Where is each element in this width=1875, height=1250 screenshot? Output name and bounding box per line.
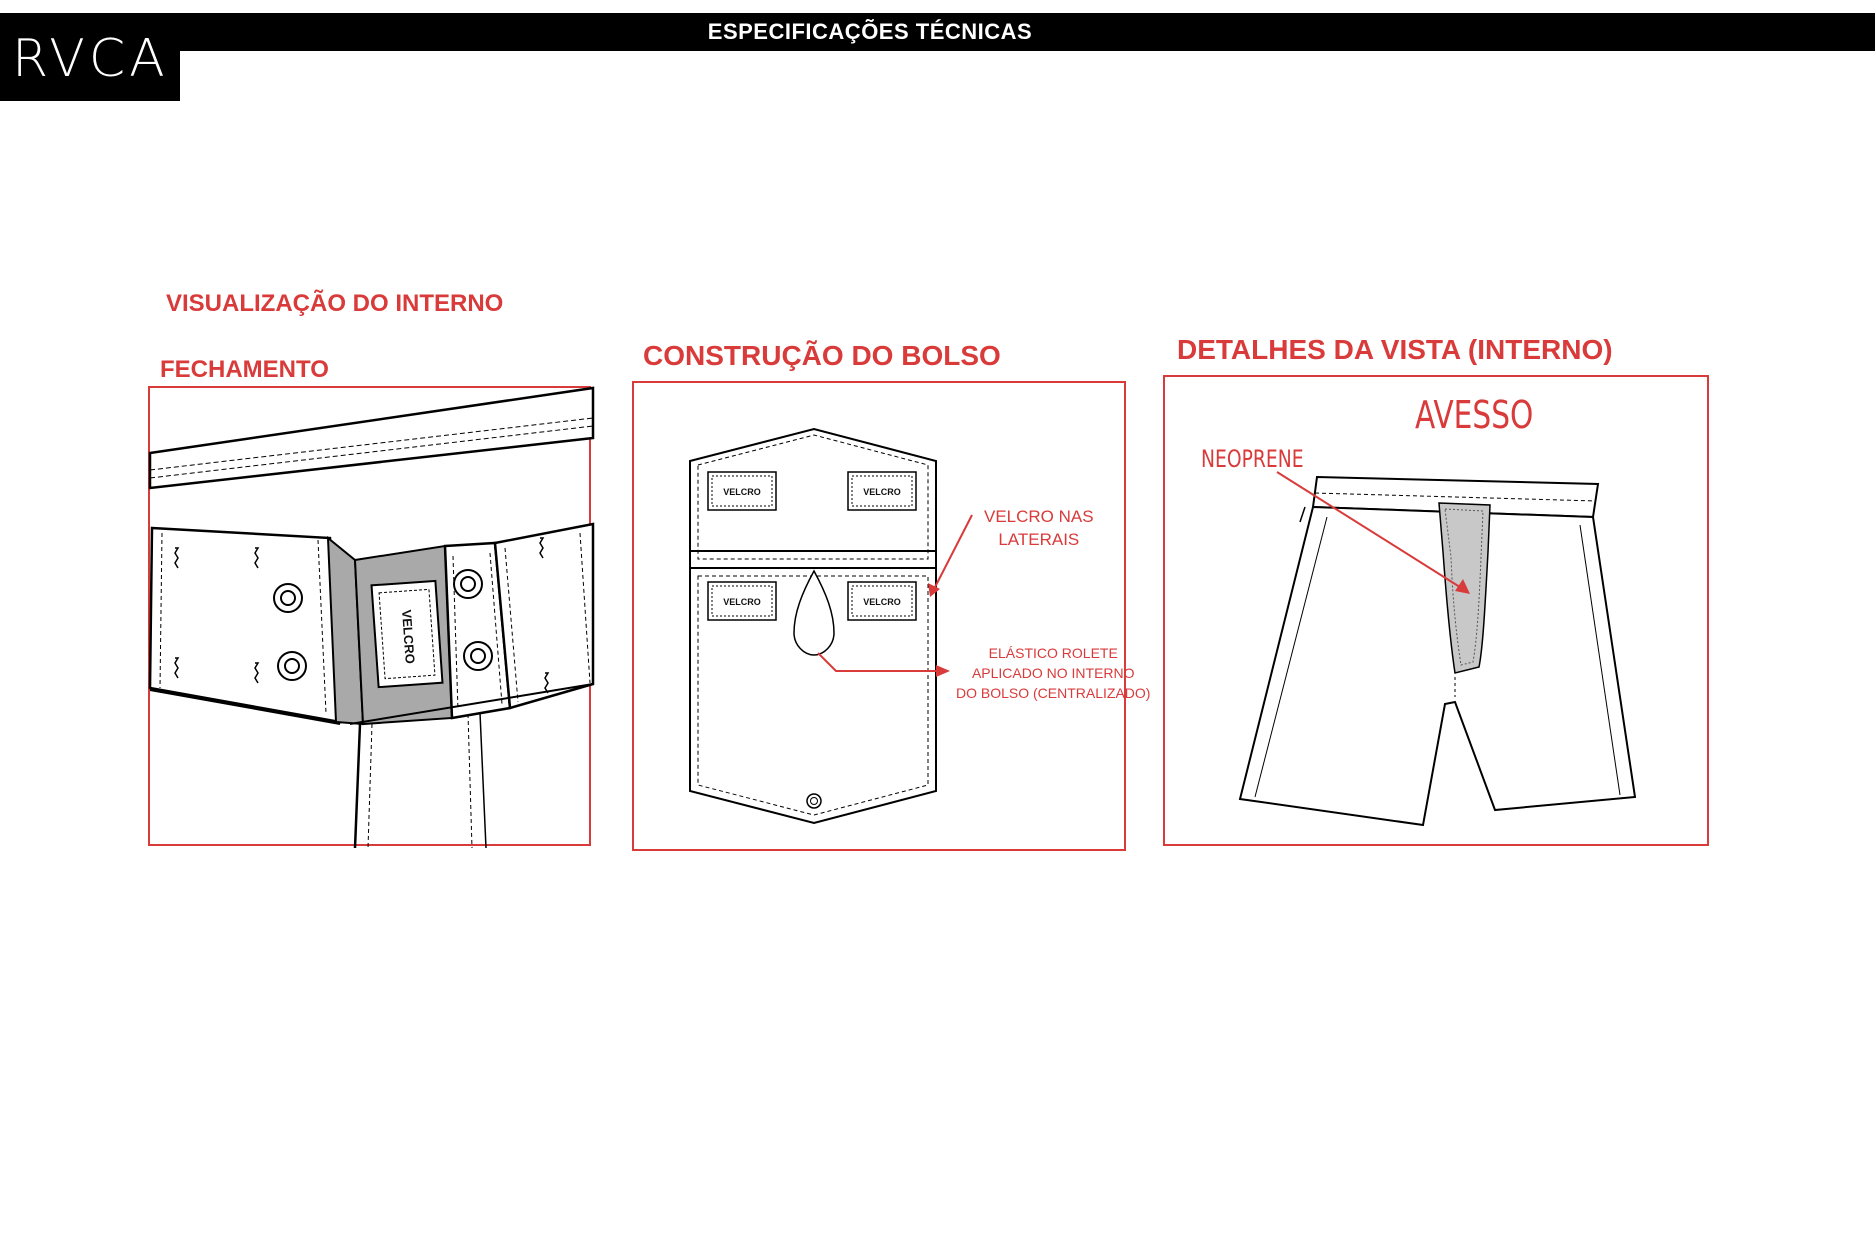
pocket-illustration: [634, 383, 1128, 853]
inside-panel: [1163, 375, 1709, 846]
page-title: ESPECIFICAÇÕES TÉCNICAS: [707, 19, 1033, 44]
pocket-velcro-label-1: VELCRO: [723, 487, 761, 497]
section-title: VISUALIZAÇÃO DO INTERNO: [166, 290, 504, 317]
neoprene-label: NEOPRENE: [1201, 445, 1304, 473]
pocket-velcro-label-4: VELCRO: [863, 597, 901, 607]
closure-velcro-label: VELCRO: [399, 609, 418, 665]
pocket-note-velcro: [984, 505, 1094, 551]
pocket-note-elastic-line2: APLICADO NO INTERNO: [971, 665, 1135, 681]
pocket-note-elastic-line1: ELÁSTICO ROLETE: [988, 645, 1118, 661]
pocket-velcro-label-3: VELCRO: [723, 597, 761, 607]
pocket-note-elastic-line3: DO BOLSO (CENTRALIZADO): [956, 685, 1151, 701]
pocket-velcro-label-2: VELCRO: [863, 487, 901, 497]
brand-logo: [0, 13, 180, 101]
pocket-note-elastic: [956, 643, 1150, 703]
pocket-panel: [632, 381, 1151, 851]
closure-title: FECHAMENTO: [160, 356, 329, 383]
closure-panel: [148, 386, 591, 846]
pocket-note-velcro-line2: LATERAIS: [998, 530, 1080, 549]
brand-logo-text: RVCA: [12, 29, 169, 89]
inside-title: DETALHES DA VISTA (INTERNO): [1177, 334, 1613, 365]
closure-illustration: [150, 388, 593, 848]
inside-view-label: AVESSO: [1415, 393, 1534, 437]
header-bar: [0, 13, 1875, 51]
pocket-note-velcro-line1: VELCRO NAS: [984, 507, 1094, 526]
pocket-title: CONSTRUÇÃO DO BOLSO: [643, 340, 1001, 371]
